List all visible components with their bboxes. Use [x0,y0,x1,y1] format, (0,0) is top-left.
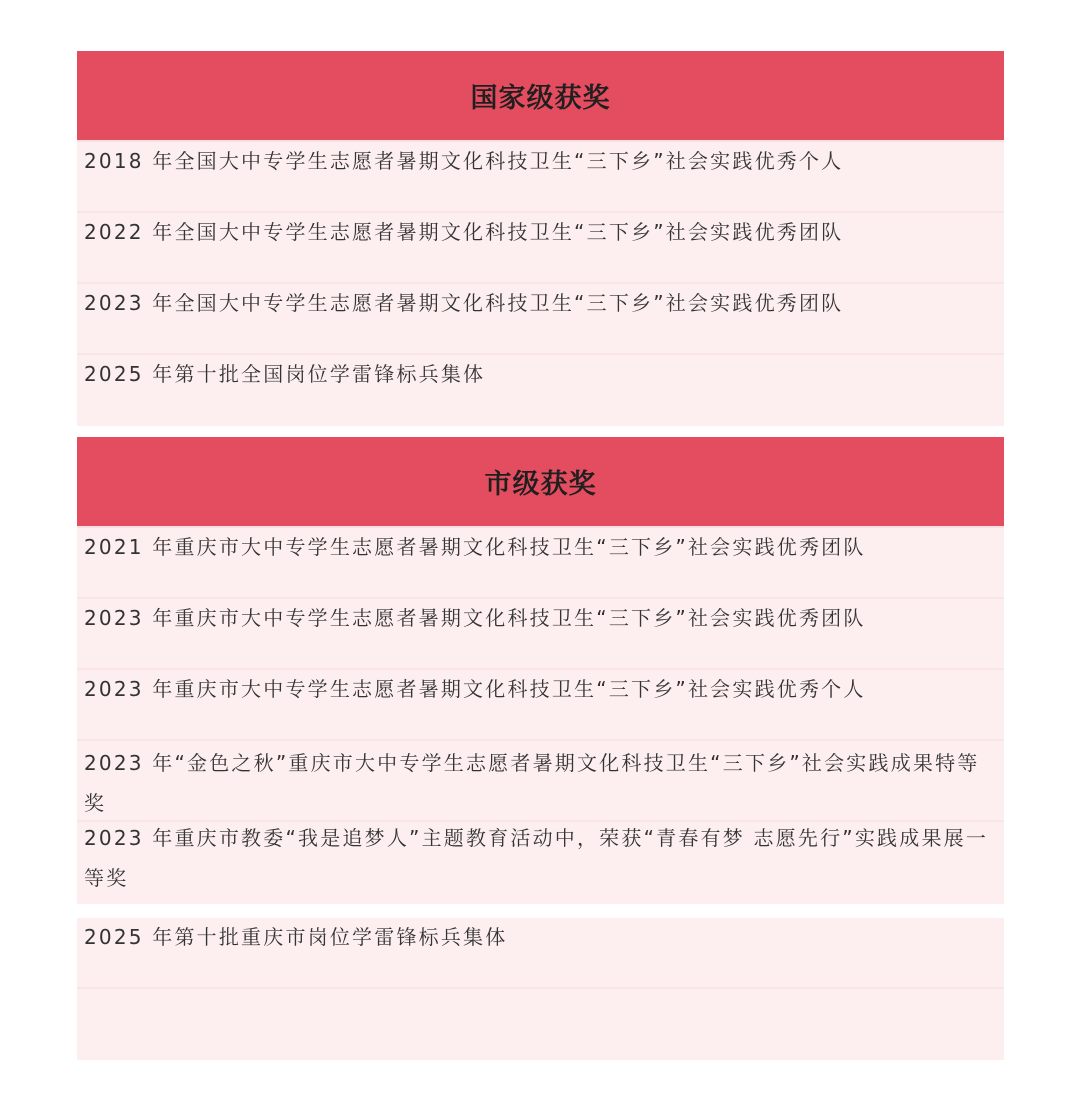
extra-awards-table [77,918,1004,1060]
award-text: 2025 年第十批全国岗位学雷锋标兵集体 [84,362,486,386]
award-row [77,918,1004,989]
award-text: 2023 年重庆市大中专学生志愿者暑期文化科技卫生“三下乡”社会实践优秀团队 [84,606,866,630]
national-awards-title: 国家级获奖 [470,83,611,114]
award-row [77,142,1004,213]
award-text: 2022 年全国大中专学生志愿者暑期文化科技卫生“三下乡”社会实践优秀团队 [84,220,844,244]
award-row [77,822,1004,904]
award-text: 2025 年第十批重庆市岗位学雷锋标兵集体 [84,925,508,949]
city-awards-header [77,437,1004,528]
award-text: 2023 年全国大中专学生志愿者暑期文化科技卫生“三下乡”社会实践优秀团队 [84,291,844,315]
award-text: 2018 年全国大中专学生志愿者暑期文化科技卫生“三下乡”社会实践优秀个人 [84,149,844,173]
award-text: 2021 年重庆市大中专学生志愿者暑期文化科技卫生“三下乡”社会实践优秀团队 [84,535,866,559]
city-awards-table [77,437,1004,904]
award-row [77,284,1004,355]
award-text: 2023 年重庆市教委“我是追梦人”主题教育活动中，荣获“青春有梦 志愿先行”实践成果展一等奖 [84,826,989,890]
award-row [77,213,1004,284]
award-text: 2023 年重庆市大中专学生志愿者暑期文化科技卫生“三下乡”社会实践优秀个人 [84,677,866,701]
award-text: 2023 年“金色之秋”重庆市大中专学生志愿者暑期文化科技卫生“三下乡”社会实践成果特等奖 [84,751,980,815]
award-row [77,355,1004,426]
city-awards-title: 市级获奖 [484,469,597,500]
award-row [77,741,1004,822]
empty-row [77,989,1004,1060]
national-awards-table [77,51,1004,426]
award-row [77,528,1004,599]
national-awards-header [77,51,1004,142]
award-row [77,670,1004,741]
award-row [77,599,1004,670]
